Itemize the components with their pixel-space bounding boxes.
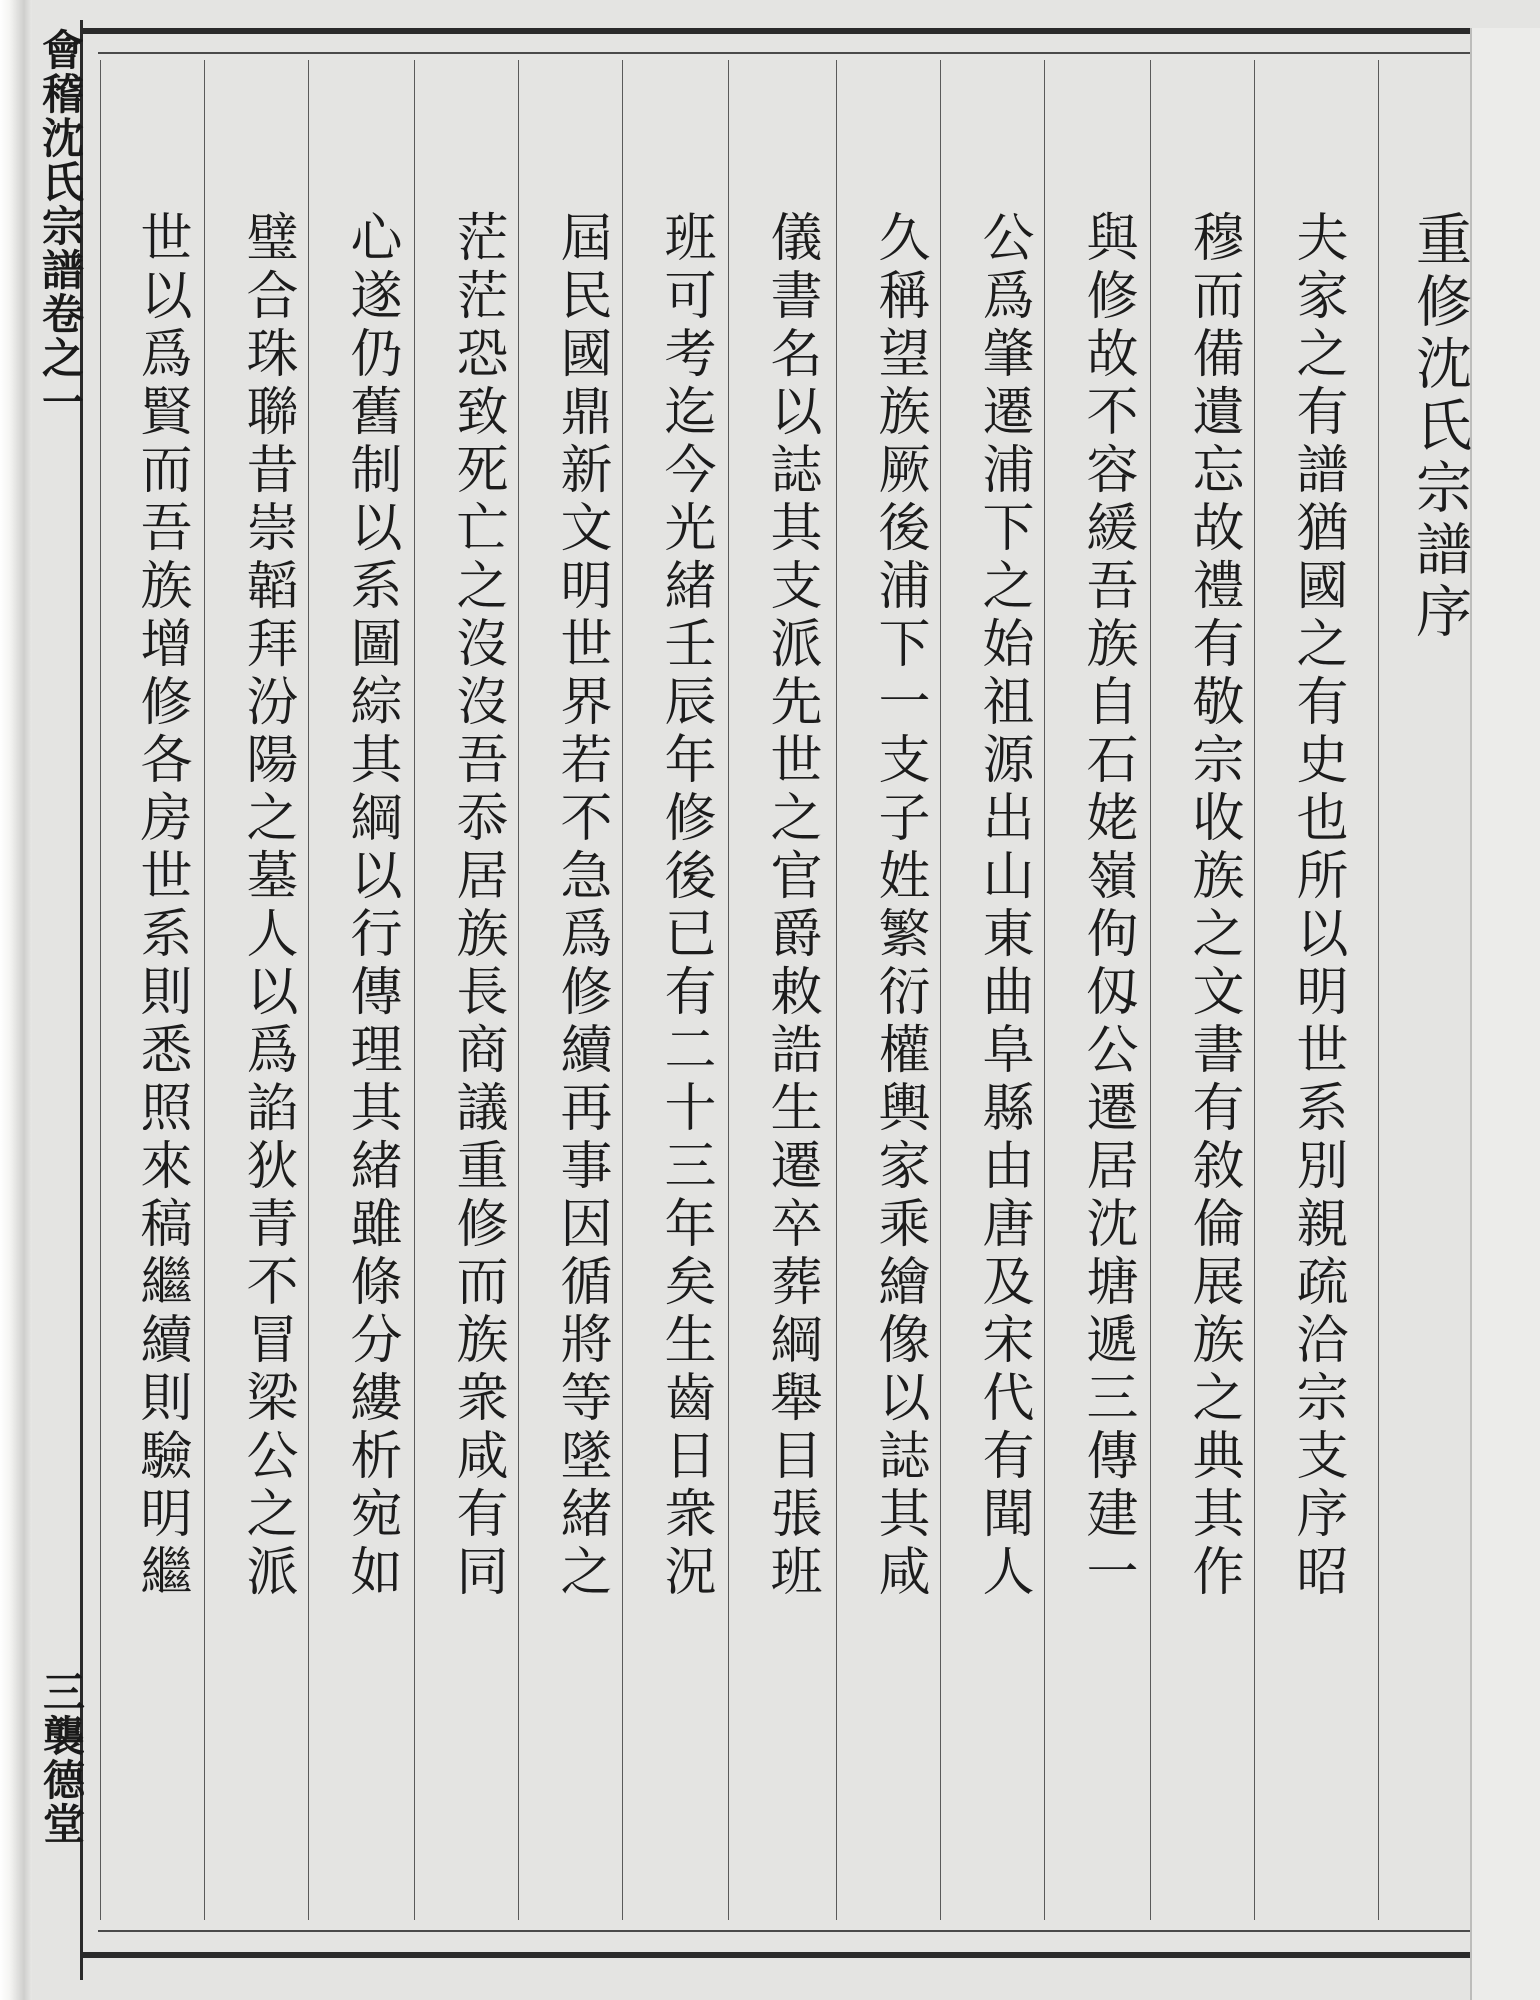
column-rule (100, 60, 101, 1920)
text-column: 屆民國鼎新文明世界若不急爲修續再事因循將等墜緒之 (551, 210, 611, 1602)
column-rule (728, 60, 729, 1920)
text-column: 久稱望族厥後浦下一支子姓繁衍權輿家乘繪像以誌其咸 (869, 210, 929, 1602)
preface-title: 重修沈氏宗譜序 (1407, 210, 1472, 644)
text-column: 公爲肇遷浦下之始祖源出山東曲阜縣由唐及宋代有聞人 (973, 210, 1033, 1602)
column-rule (1254, 60, 1255, 1920)
text-column: 夫家之有譜猶國之有史也所以明世系別親疏洽宗支序昭 (1287, 210, 1347, 1602)
page-fold (1470, 28, 1540, 2000)
column-rule (836, 60, 837, 1920)
text-column: 與修故不容緩吾族自石姥嶺佝仭公遷居沈塘遞三傳建一 (1077, 210, 1137, 1602)
text-column: 心遂仍舊制以系圖綜其綱以行傳理其緒雖條分縷析宛如 (341, 210, 401, 1602)
page-spine (0, 0, 32, 2000)
column-rule (308, 60, 309, 1920)
text-column: 璧合珠聯昔崇韜拜汾陽之墓人以爲諂狄青不冒梁公之派 (237, 210, 297, 1602)
column-rule (622, 60, 623, 1920)
text-column: 世以爲賢而吾族增修各房世系則悉照來稿繼續則驗明繼 (131, 210, 191, 1602)
text-column: 茫茫恐致死亡之沒沒吾忝居族長商議重修而族衆咸有同 (447, 210, 507, 1602)
column-rule (940, 60, 941, 1920)
text-column: 穆而備遺忘故禮有敬宗收族之文書有敘倫展族之典其作 (1183, 210, 1243, 1602)
column-rule (518, 60, 519, 1920)
column-rule (1150, 60, 1151, 1920)
column-rule (1044, 60, 1045, 1920)
column-rule (204, 60, 205, 1920)
column-rule (1378, 60, 1379, 1920)
hall-name: 三襲德堂 (37, 1670, 86, 1846)
book-title: 會稽沈氏宗譜卷之一 (36, 28, 85, 424)
text-column: 儀書名以誌其支派先世之官爵敕誥生遷卒葬綱舉目張班 (761, 210, 821, 1602)
column-rule (414, 60, 415, 1920)
text-column: 班可考迄今光緒壬辰年修後已有二十三年矣生齒日衆況 (655, 210, 715, 1602)
